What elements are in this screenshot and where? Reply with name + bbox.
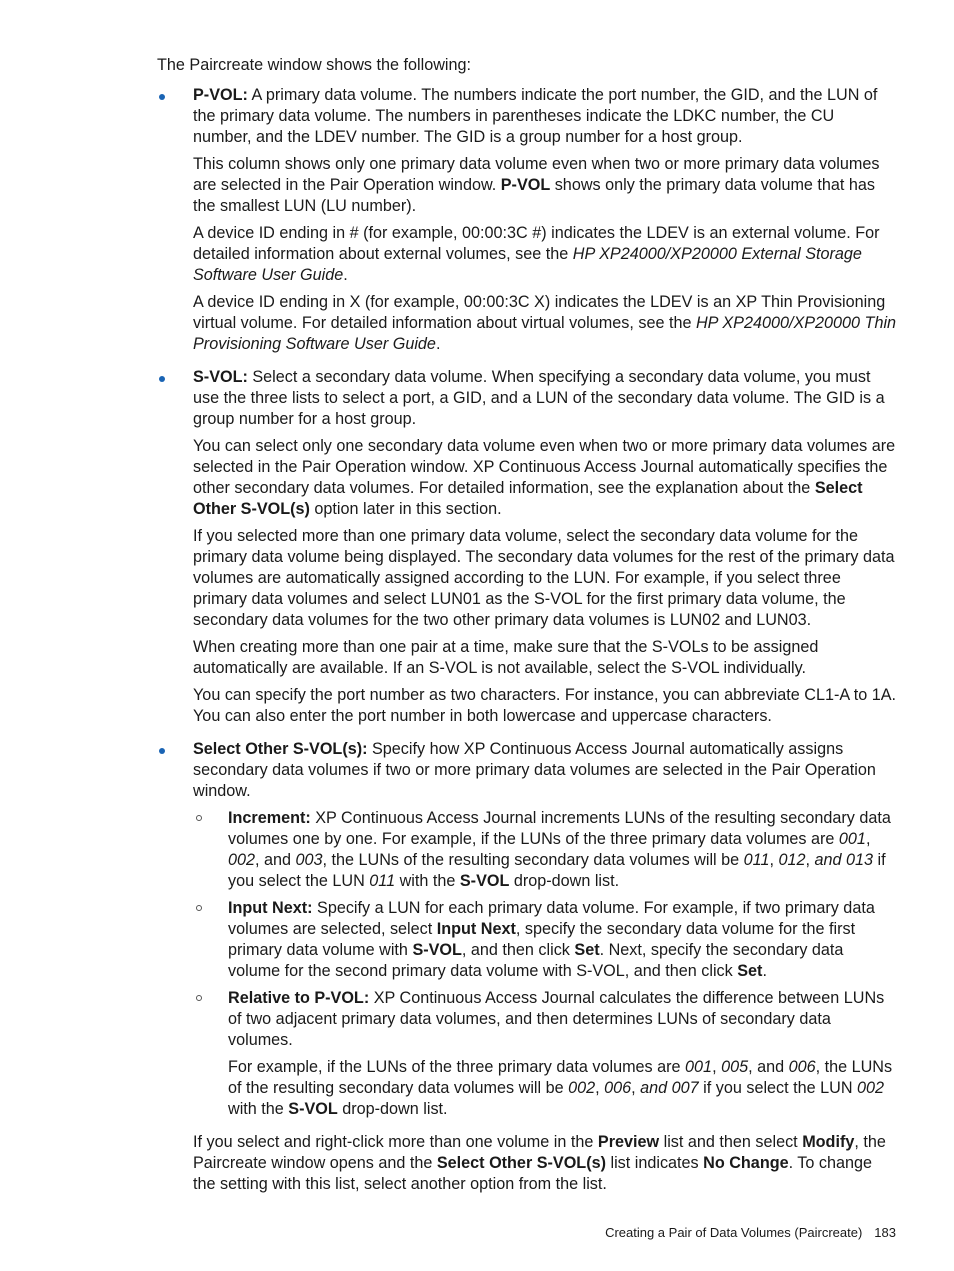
pvol-para-4: A device ID ending in X (for example, 00:00:3C X) indicates the LDEV is an XP Thin Provisioning virtual volume. For detailed information about virtual volumes, see the HP XP24000/XP20000 Thin Provisioning Software User Guide. <box>193 293 897 353</box>
pvol-para-3: A device ID ending in # (for example, 00:00:3C #) indicates the LDEV is an external volume. For detailed information about external volumes, see the HP XP24000/XP20000 External Storage Software User Guide. <box>193 224 880 284</box>
bullet-list <box>157 85 897 1120</box>
svol-para-3: If you selected more than one primary data volume, select the secondary data volume for the primary data volume being displayed. The secondary data volumes for the rest of the primary data volumes are automatically assigned according to the LUN. For example, if you select three primary data volumes and select LUN01 as the S-VOL for the first primary data volume, the secondary data volumes for the two other primary data volumes is LUN02 and LUN03. <box>193 527 895 629</box>
page-footer <box>605 1222 896 1243</box>
option-input-next <box>193 898 897 982</box>
bullet-select-other-svols <box>157 739 897 1120</box>
intro-text: The Paircreate window shows the following: <box>157 56 472 74</box>
footer-title: Creating a Pair of Data Volumes (Paircreate) <box>605 1225 863 1240</box>
select-other-options-list <box>193 808 897 1120</box>
pvol-para-2: This column shows only one primary data volume even when two or more primary data volumes are selected in the Pair Operation window. P-VOL shows only the primary data volume that has the smallest LUN (LU number). <box>193 155 880 215</box>
input-next-para: Input Next: Specify a LUN for each primary data volume. For example, if two primary data volumes are selected, select Input Next, specify the secondary data volume for the first primary data volume with S-VOL, and then click Set. Next, specify the secondary data volume for the second primary data volume with S-VOL, and then click Set. <box>228 899 875 980</box>
bullet-dot-icon <box>159 376 165 382</box>
bullet-svol <box>157 367 897 727</box>
pvol-para-1: P-VOL: A primary data volume. The numbers indicate the port number, the GID, and the LUN of the primary data volume. The numbers in parentheses indicate the LDKC number, the CU number, and the LDEV number. The GID is a group number for a host group. <box>193 86 878 146</box>
svol-para-2: You can select only one secondary data volume even when two or more primary data volumes are selected in the Pair Operation window. XP Continuous Access Journal automatically specifies the other secondary data volumes. For detailed information, see the explanation about the Select Other S-VOL(s) option later in this section. <box>193 437 896 518</box>
relative-para-2: For example, if the LUNs of the three primary data volumes are 001, 005, and 006, the LUNs of the resulting secondary data volumes will be 002, 006, and 007 if you select the LUN 002 with the S-VOL drop-down list. <box>228 1058 893 1118</box>
svol-term: S-VOL: <box>193 368 248 386</box>
option-increment <box>193 808 897 892</box>
closing-paragraph: If you select and right-click more than one volume in the Preview list and then select Modify, the Paircreate window opens and the Select Other S-VOL(s) list indicates No Change. To change the setting with this list, select another option from the list. <box>193 1133 886 1193</box>
reference-thin-provisioning-guide: HP XP24000/XP20000 Thin Provisioning Software User Guide <box>193 314 897 353</box>
bullet-dot-icon <box>159 748 165 754</box>
svol-para-4: When creating more than one pair at a time, make sure that the S-VOLs to be assigned automatically are available. If an S-VOL is not available, select the S-VOL individually. <box>193 638 819 677</box>
page-number: 183 <box>874 1225 896 1240</box>
svol-para-5: You can specify the port number as two characters. For instance, you can abbreviate CL1-A to 1A. You can also enter the port number in both lowercase and uppercase characters. <box>193 686 897 725</box>
document-body <box>157 55 897 1195</box>
circle-bullet-icon <box>196 815 202 821</box>
relative-para-1: Relative to P-VOL: XP Continuous Access Journal calculates the difference between LUNs of two adjacent primary data volumes, and then determines LUNs of secondary data volumes. <box>228 989 885 1049</box>
pvol-term: P-VOL: <box>193 86 248 104</box>
svol-para-1: S-VOL: Select a secondary data volume. When specifying a secondary data volume, you must use the three lists to select a port, a GID, and a LUN of the secondary data volume. The GID is a group number for a host group. <box>193 368 885 428</box>
select-other-para-1: Select Other S-VOL(s): Specify how XP Continuous Access Journal automatically assigns secondary data volumes if two or more primary data volumes are selected in the Pair Operation window. <box>193 740 876 800</box>
bullet-dot-icon <box>159 94 165 100</box>
option-relative-to-pvol <box>193 988 897 1120</box>
reference-external-storage-guide: HP XP24000/XP20000 External Storage Software User Guide <box>193 245 862 284</box>
circle-bullet-icon <box>196 905 202 911</box>
select-other-term: Select Other S-VOL(s): <box>193 740 368 758</box>
bullet-pvol <box>157 85 897 355</box>
increment-para: Increment: XP Continuous Access Journal increments LUNs of the resulting secondary data volumes one by one. For example, if the LUNs of the three primary data volumes are 001, 002, and 003, the LUNs of the resulting secondary data volumes will be 011, 012, and 013 if you select the LUN 011 with the S-VOL drop-down list. <box>228 809 891 890</box>
circle-bullet-icon <box>196 995 202 1001</box>
